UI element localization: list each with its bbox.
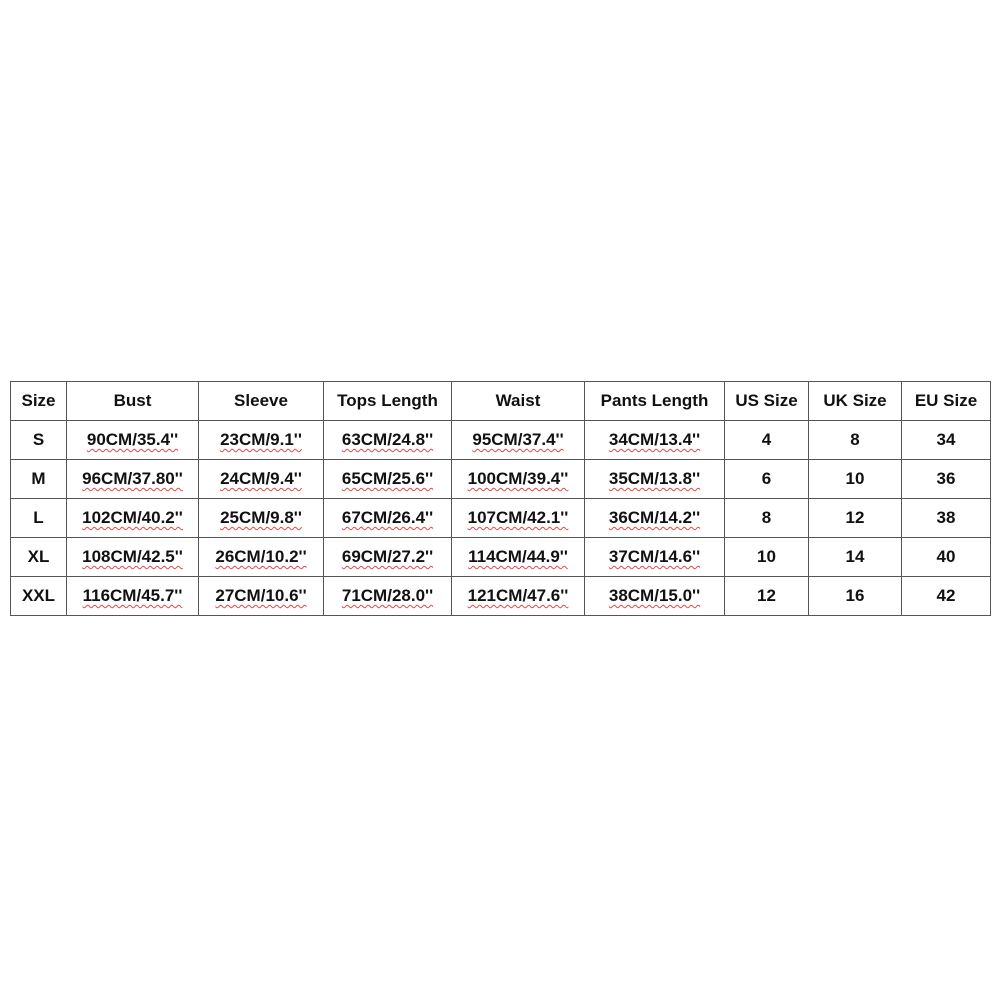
- tops-length-cell: 65CM/25.6'': [324, 460, 452, 499]
- pants-length-cell: 34CM/13.4'': [585, 421, 725, 460]
- header-waist: Waist: [452, 382, 585, 421]
- size-cell: S: [11, 421, 67, 460]
- bust-cell: 116CM/45.7'': [67, 577, 199, 616]
- tops-length-cell: 63CM/24.8'': [324, 421, 452, 460]
- table-row: [11, 538, 991, 577]
- uk-size-cell: 14: [809, 538, 902, 577]
- waist-cell: 100CM/39.4'': [452, 460, 585, 499]
- tops-length-cell: 71CM/28.0'': [324, 577, 452, 616]
- waist-cell: 95CM/37.4'': [452, 421, 585, 460]
- eu-size-cell: 38: [902, 499, 991, 538]
- eu-size-cell: 36: [902, 460, 991, 499]
- size-cell: L: [11, 499, 67, 538]
- header-pants-length: Pants Length: [585, 382, 725, 421]
- tops-length-cell: 67CM/26.4'': [324, 499, 452, 538]
- table-row: [11, 499, 991, 538]
- header-uk-size: UK Size: [809, 382, 902, 421]
- sleeve-cell: 23CM/9.1'': [199, 421, 324, 460]
- pants-length-cell: 37CM/14.6'': [585, 538, 725, 577]
- header-tops-length: Tops Length: [324, 382, 452, 421]
- sleeve-cell: 24CM/9.4'': [199, 460, 324, 499]
- table-row: [11, 577, 991, 616]
- uk-size-cell: 12: [809, 499, 902, 538]
- us-size-cell: 8: [725, 499, 809, 538]
- eu-size-cell: 42: [902, 577, 991, 616]
- header-us-size: US Size: [725, 382, 809, 421]
- waist-cell: 121CM/47.6'': [452, 577, 585, 616]
- us-size-cell: 4: [725, 421, 809, 460]
- bust-cell: 90CM/35.4'': [67, 421, 199, 460]
- eu-size-cell: 40: [902, 538, 991, 577]
- sleeve-cell: 26CM/10.2'': [199, 538, 324, 577]
- waist-cell: 114CM/44.9'': [452, 538, 585, 577]
- bust-cell: 108CM/42.5'': [67, 538, 199, 577]
- uk-size-cell: 16: [809, 577, 902, 616]
- bust-cell: 96CM/37.80'': [67, 460, 199, 499]
- sleeve-cell: 25CM/9.8'': [199, 499, 324, 538]
- header-sleeve: Sleeve: [199, 382, 324, 421]
- header-bust: Bust: [67, 382, 199, 421]
- size-cell: XL: [11, 538, 67, 577]
- pants-length-cell: 38CM/15.0'': [585, 577, 725, 616]
- table-row: [11, 421, 991, 460]
- us-size-cell: 6: [725, 460, 809, 499]
- sleeve-cell: 27CM/10.6'': [199, 577, 324, 616]
- pants-length-cell: 36CM/14.2'': [585, 499, 725, 538]
- uk-size-cell: 8: [809, 421, 902, 460]
- tops-length-cell: 69CM/27.2'': [324, 538, 452, 577]
- us-size-cell: 12: [725, 577, 809, 616]
- uk-size-cell: 10: [809, 460, 902, 499]
- pants-length-cell: 35CM/13.8'': [585, 460, 725, 499]
- waist-cell: 107CM/42.1'': [452, 499, 585, 538]
- size-chart-table: [10, 381, 991, 616]
- table-row: [11, 460, 991, 499]
- bust-cell: 102CM/40.2'': [67, 499, 199, 538]
- eu-size-cell: 34: [902, 421, 991, 460]
- header-size: Size: [11, 382, 67, 421]
- size-cell: XXL: [11, 577, 67, 616]
- us-size-cell: 10: [725, 538, 809, 577]
- header-row: [11, 382, 991, 421]
- size-cell: M: [11, 460, 67, 499]
- header-eu-size: EU Size: [902, 382, 991, 421]
